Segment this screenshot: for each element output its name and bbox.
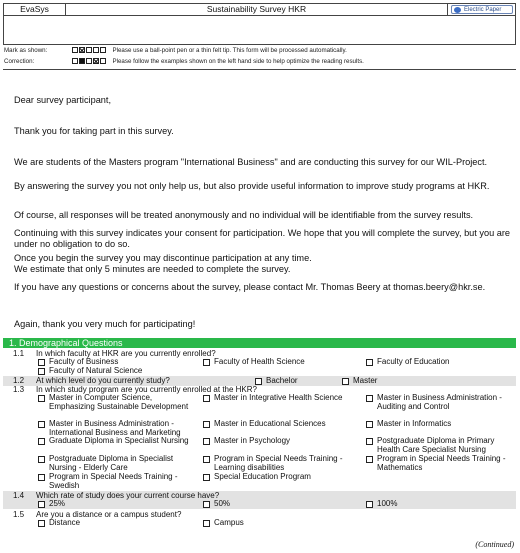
option-checkbox[interactable]: Graduate Diploma in Specialist Nursing: [38, 437, 200, 446]
option-checkbox[interactable]: Program in Special Needs Training - Mathematics: [366, 455, 514, 472]
option-checkbox[interactable]: Distance: [38, 519, 138, 528]
correction-example-boxes: [72, 58, 107, 65]
option-checkbox[interactable]: Master in Integrative Health Science: [203, 394, 363, 403]
question-number: 1.2: [13, 376, 25, 385]
option-checkbox[interactable]: Special Education Program: [203, 473, 363, 482]
mark-text: Please use a ball-point pen or a thin felt tip. This form will be processed automatically.: [112, 47, 347, 55]
option-checkbox[interactable]: 100%: [366, 500, 466, 509]
consent-paragraph: Continuing with this survey indicates your consent for participation. We hope that you will complete the survey, but you are under no obligation to do so.: [14, 228, 511, 249]
contact-paragraph: If you have any questions or concerns about the survey, please contact Mr. Thomas Beery at thomas.beery@hkr.se.: [14, 282, 486, 292]
question-number: 1.1: [13, 349, 25, 358]
option-checkbox[interactable]: Master in Educational Sciences: [203, 420, 363, 429]
option-checkbox[interactable]: Faculty of Natural Science: [38, 367, 198, 376]
question-number: 1.4: [13, 491, 25, 500]
question-number: 1.3: [13, 385, 25, 394]
option-checkbox[interactable]: Master: [342, 377, 422, 386]
estimate-paragraph: We estimate that only 5 minutes are needed to complete the survey.: [14, 264, 291, 274]
question-1-4: [3, 491, 516, 509]
greeting: Dear survey participant,: [14, 95, 112, 105]
correction-instruction: [4, 58, 364, 65]
option-checkbox[interactable]: 50%: [203, 500, 303, 509]
survey-title: Sustainability Survey HKR: [66, 4, 448, 15]
logo-text: Electric Paper: [464, 7, 502, 13]
discontinue-paragraph: Once you begin the survey you may discontinue participation at any time.: [14, 253, 312, 263]
mark-instruction: [4, 47, 347, 54]
option-checkbox[interactable]: Program in Special Needs Training - Swedish: [38, 473, 200, 490]
option-checkbox[interactable]: Master in Psychology: [203, 437, 363, 446]
option-checkbox[interactable]: Campus: [203, 519, 303, 528]
option-checkbox[interactable]: Master in Business Administration - International Business and Marketing: [38, 420, 200, 437]
intro-paragraph: We are students of the Masters program "International Business" and are conducting this survey for our WIL-Project.: [14, 157, 488, 167]
option-checkbox[interactable]: Master in Informatics: [366, 420, 514, 429]
correction-label: Correction:: [4, 58, 35, 66]
option-checkbox[interactable]: Program in Special Needs Training - Learning disabilities: [203, 455, 363, 472]
question-text: In which study program are you currently enrolled at the HKR?: [36, 385, 257, 394]
continued-note: (Continued): [475, 540, 514, 549]
question-1-1: [3, 349, 516, 377]
option-checkbox[interactable]: Master in Computer Science, Emphasizing Sustainable Development: [38, 394, 200, 411]
question-text: Which rate of study does your current course have?: [36, 491, 220, 500]
option-checkbox[interactable]: Faculty of Business: [38, 358, 198, 367]
closing-paragraph: Again, thank you very much for participating!: [14, 319, 196, 329]
logo-icon: [454, 7, 461, 13]
form-header: [3, 3, 516, 45]
brand-label: EvaSys: [4, 4, 66, 15]
anonymity-paragraph: Of course, all responses will be treated anonymously and no individual will be identifiable from the survey results.: [14, 210, 474, 220]
question-1-5: [3, 510, 516, 528]
divider: [3, 69, 516, 70]
option-checkbox[interactable]: Master in Business Administration - Auditing and Control: [366, 394, 514, 411]
question-text: In which faculty at HKR are you currently enrolled?: [36, 349, 216, 358]
question-number: 1.5: [13, 510, 25, 519]
option-checkbox[interactable]: Bachelor: [255, 377, 335, 386]
mark-example-boxes: [72, 47, 107, 54]
benefit-paragraph: By answering the survey you not only help us, but also provide useful information to improve study programs at HKR.: [14, 181, 490, 191]
question-1-3: [3, 385, 516, 490]
option-checkbox[interactable]: 25%: [38, 500, 138, 509]
question-text: At which level do you currently study?: [36, 376, 170, 385]
option-checkbox[interactable]: Postgraduate Diploma in Primary Health Care Specialist Nursing: [366, 437, 514, 454]
header-row: [4, 4, 515, 16]
correction-text: Please follow the examples shown on the left hand side to help optimize the reading results.: [112, 58, 364, 66]
mark-label: Mark as shown:: [4, 47, 48, 55]
option-checkbox[interactable]: Faculty of Education: [366, 358, 514, 367]
option-checkbox[interactable]: Postgraduate Diploma in Specialist Nursing - Elderly Care: [38, 455, 200, 472]
question-text: Are you a distance or a campus student?: [36, 510, 182, 519]
option-checkbox[interactable]: Faculty of Health Science: [203, 358, 363, 367]
section-header: 1. Demographical Questions: [3, 338, 516, 348]
thanks-paragraph: Thank you for taking part in this survey.: [14, 126, 174, 136]
electric-paper-logo: [451, 5, 513, 14]
